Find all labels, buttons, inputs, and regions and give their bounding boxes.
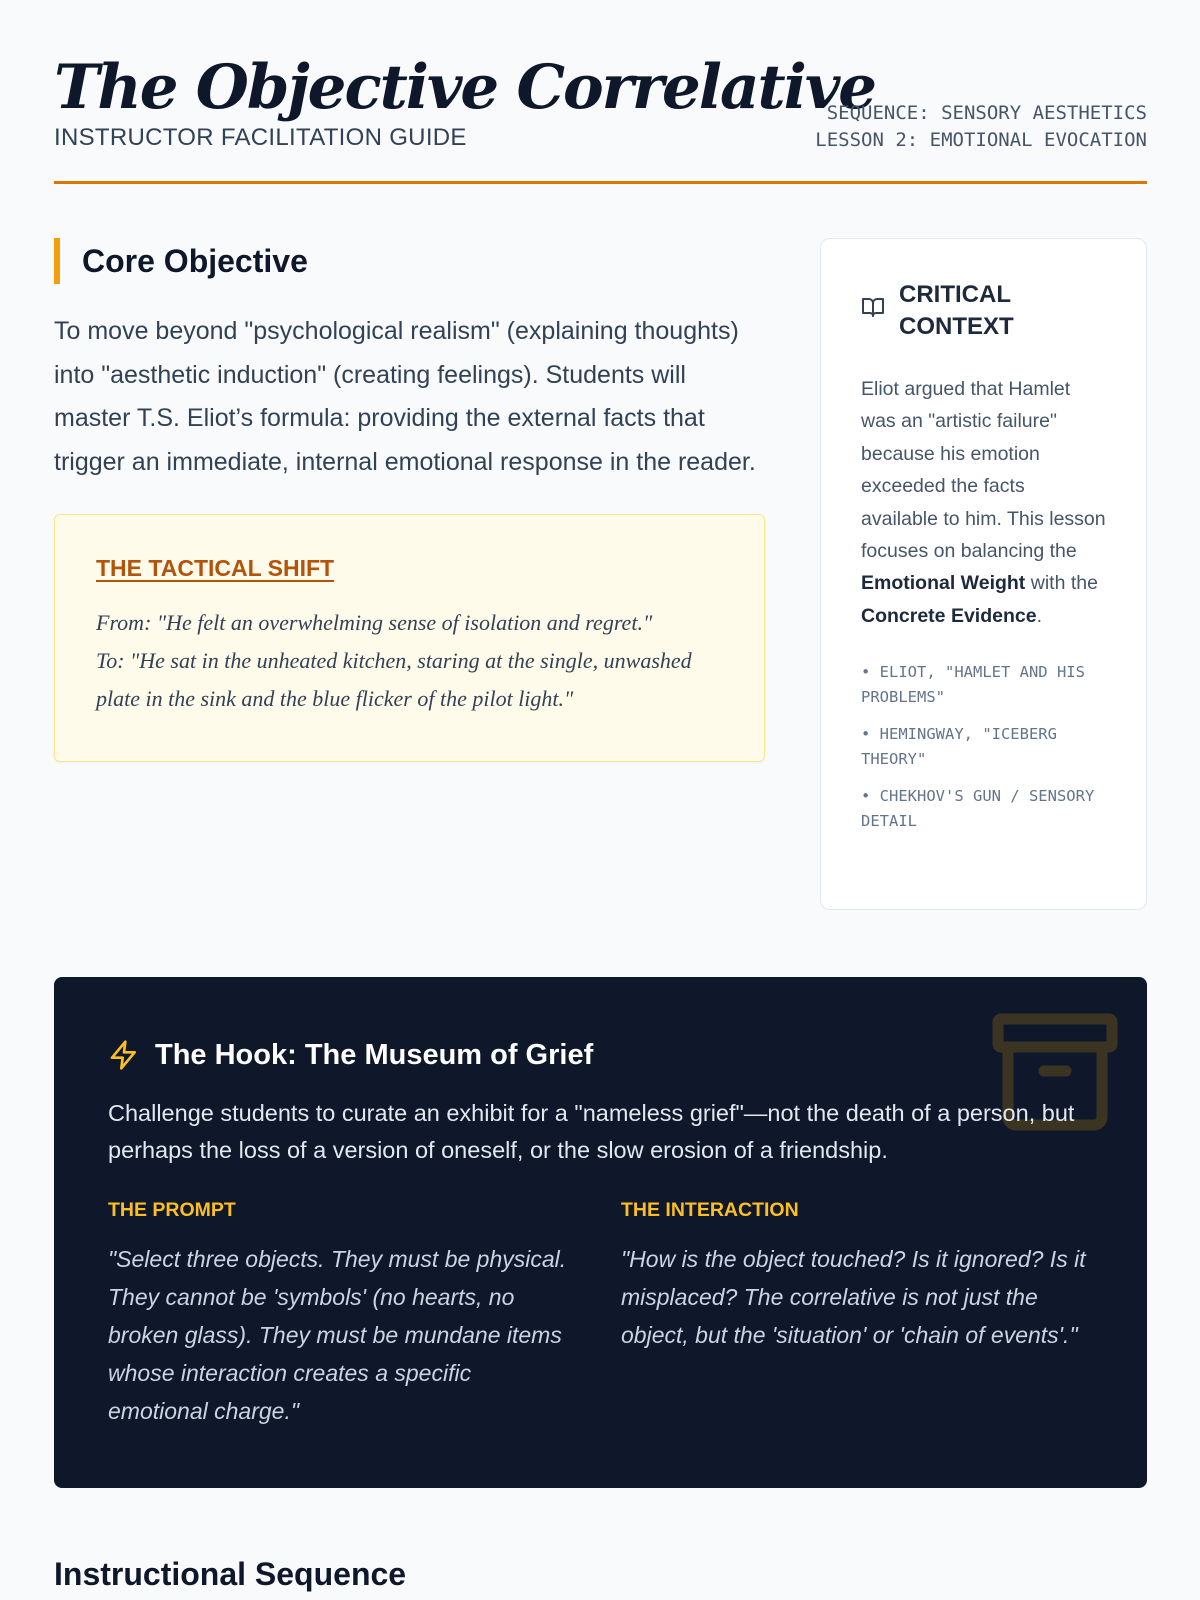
prompt-column [108,1199,569,1430]
instructional-sequence-heading: Instructional Sequence [54,1556,407,1592]
lightning-bolt-icon [108,1038,140,1072]
context-text-part: Eliot argued that Hamlet was an "artistic failure" because his emotion exceeded the facts available to him. This lesson focuses on balancing the [861,378,1106,563]
hook-panel [54,977,1147,1488]
core-objective-text: To move beyond "psychological realism" (explaining thoughts) into "aesthetic induction" (creating feelings). Students will master T.S. Eliot’s formula: providing the external facts that trigger an immediate, internal emotional response in the reader. [54,317,756,476]
critical-context-title: CRITICAL CONTEXT [899,281,1014,340]
tactical-shift-title: THE TACTICAL SHIFT [96,555,335,581]
critical-context-text [861,373,1106,632]
sequence-label: SEQUENCE: SENSORY AESTHETICS [826,102,1147,124]
hook-header [108,1035,1093,1075]
emphasis-concrete-evidence: Concrete Evidence [861,604,1037,627]
context-text-part: . [1036,604,1042,627]
page-title: The Objective Correlative [54,52,876,123]
interaction-text: "How is the object touched? Is it ignored? Is it misplaced? The correlative is not just the object, but the 'situation' or 'chain of events'." [621,1246,1086,1348]
interaction-column [621,1199,1093,1430]
lesson-label: LESSON 2: EMOTIONAL EVOCATION [815,129,1147,151]
tactical-shift-example [96,604,724,718]
prompt-label: THE PROMPT [108,1199,236,1221]
book-open-icon [861,295,885,319]
emphasis-emotional-weight: Emotional Weight [861,572,1026,595]
lesson-meta [815,100,1147,154]
shift-from-line: From: "He felt an overwhelming sense of isolation and regret." [96,610,653,635]
reference-item: • HEMINGWAY, "ICEBERG THEORY" [861,725,1057,769]
critical-context-header [861,279,1106,343]
hook-columns [108,1199,1093,1430]
reference-list [861,660,1106,834]
reference-item: • CHEKHOV'S GUN / SENSORY DETAIL [861,787,1095,831]
core-objective-heading: Core Objective [54,238,765,284]
hook-description: Challenge students to curate an exhibit for a "nameless grief"—not the death of a person, but perhaps the loss of a version of oneself, or the slow erosion of a friendship. [108,1100,1075,1163]
tactical-shift-box [54,514,765,762]
facilitation-guide [54,0,1147,1592]
prompt-text: "Select three objects. They must be physical. They cannot be 'symbols' (no hearts, no broken glass). They must be mundane items whose interaction creates a specific emotional charge." [108,1246,567,1424]
shift-to-line: To: "He sat in the unheated kitchen, staring at the single, unwashed plate in the sink and the blue flicker of the pilot light." [96,648,692,711]
reference-item: • ELIOT, "HAMLET AND HIS PROBLEMS" [861,663,1085,707]
page-subtitle: INSTRUCTOR FACILITATION GUIDE [54,124,467,151]
critical-context-card [820,238,1147,910]
context-text-part: with the [1025,572,1098,595]
interaction-label: THE INTERACTION [621,1199,799,1221]
core-objective-section [54,238,765,762]
hook-title: The Hook: The Museum of Grief [155,1038,594,1071]
page-header [54,0,1147,184]
